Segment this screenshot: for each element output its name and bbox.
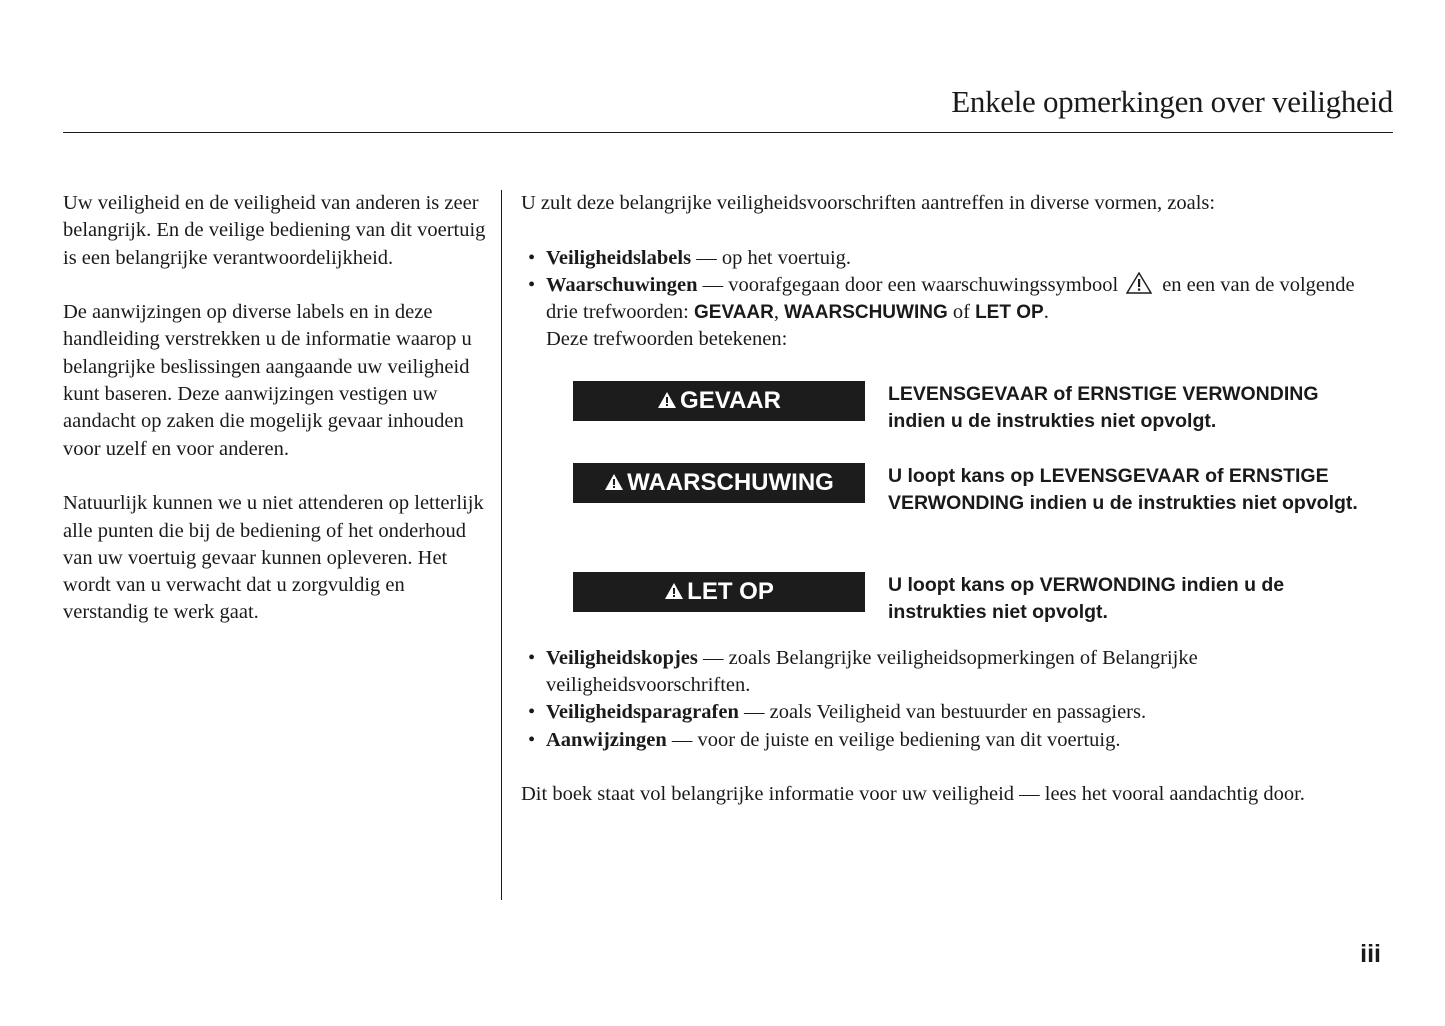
- bullet-text: — voorafgegaan door een waarschuwingssymbool: [697, 273, 1119, 296]
- bullet-text: — voor de juiste en veilige bediening van dit voertuig.: [666, 728, 1121, 751]
- signal-label-let-op: [573, 572, 865, 612]
- signal-label-text: WAARSCHUWING: [627, 468, 834, 496]
- bullet-term: Aanwijzingen: [546, 728, 667, 751]
- bullet-term: Veiligheidslabels: [546, 246, 692, 269]
- separator: .: [1043, 301, 1049, 324]
- bullet-text: — zoals Belangrijke veiligheidsopmerkingen of Belangrijke veiligheidsvoorschriften.: [546, 646, 1198, 697]
- signal-label-gevaar: [573, 381, 865, 421]
- bullet-text: — zoals Veiligheid van bestuurder en passagiers.: [738, 701, 1147, 724]
- column-divider: [501, 190, 502, 900]
- signal-word-table: [521, 354, 1391, 654]
- intro-text: U zult deze belangrijke veiligheidsvoorschriften aantreffen in diverse vormen, zoals:: [521, 192, 1216, 214]
- bullet-item: [521, 645, 1391, 700]
- signal-label-text: GEVAAR: [680, 386, 781, 414]
- page-number: iii: [1360, 940, 1381, 968]
- warning-triangle-icon: [664, 573, 684, 591]
- warning-triangle-icon: [604, 464, 624, 482]
- bullet-item: [521, 727, 1391, 754]
- separator: ,: [773, 301, 785, 324]
- signal-label-text: LET OP: [687, 577, 774, 605]
- bullet-list-bottom: [521, 645, 1391, 754]
- closing-text: Dit boek staat vol belangrijke informatie voor uw veiligheid — lees het vooral aandachtig door.: [521, 783, 1305, 806]
- bullet-item: [521, 245, 1391, 272]
- right-column: [521, 190, 1391, 809]
- left-paragraph: Uw veiligheid en de veiligheid van anderen is zeer belangrijk. En de veilige bediening van dit voertuig is een belangrijke verantwoordelijkheid.: [63, 192, 486, 269]
- bullet-term: Veiligheidskopjes: [546, 646, 698, 669]
- bullet-term: Waarschuwingen: [546, 273, 698, 296]
- warning-triangle-icon: [657, 382, 677, 400]
- bullet-item: [521, 699, 1391, 726]
- left-paragraph: Natuurlijk kunnen we u niet attenderen op letterlijk alle punten die bij de bediening of het onderhoud van uw voertuig gevaar kunnen opleveren. Het wordt van u verwacht dat u zorgvuldig en verstandig te werk gaat.: [63, 492, 484, 624]
- signal-description: LEVENSGEVAAR of ERNSTIGE VERWONDING indien u de instrukties niet opvolgt.: [888, 382, 1319, 433]
- bullet-term: Veiligheidsparagrafen: [546, 701, 739, 724]
- page-title: Enkele opmerkingen over veiligheid: [951, 84, 1393, 119]
- separator: of: [947, 301, 976, 324]
- title-rule: [63, 132, 1393, 133]
- signal-keyword: LET OP: [975, 302, 1044, 324]
- signal-label-waarschuwing: [573, 463, 865, 503]
- signal-keyword: WAARSCHUWING: [784, 302, 948, 324]
- left-paragraph: De aanwijzingen op diverse labels en in deze handleiding verstrekken u de informatie waarop u belangrijke beslissingen aangaande uw veiligheid kunt baseren. Deze aanwijzingen vestigen uw aandacht op zaken die mogelijk gevaar inhouden voor uzelf en voor anderen.: [63, 301, 472, 460]
- warning-triangle-icon: [1126, 272, 1152, 294]
- left-column: [63, 190, 488, 654]
- bullet-list-top: [521, 245, 1391, 354]
- bullet-item: [521, 272, 1391, 354]
- bullet-text: en een van de volgende drie trefwoorden:: [546, 273, 1355, 324]
- bullet-text: Deze trefwoorden betekenen:: [546, 328, 788, 351]
- signal-keyword: GEVAAR: [694, 302, 774, 324]
- signal-description: U loopt kans op VERWONDING indien u de instrukties niet opvolgt.: [888, 573, 1285, 624]
- bullet-text: — op het voertuig.: [691, 246, 852, 269]
- signal-description: U loopt kans op LEVENSGEVAAR of ERNSTIGE VERWONDING indien u de instrukties niet opvolgt.: [888, 464, 1358, 515]
